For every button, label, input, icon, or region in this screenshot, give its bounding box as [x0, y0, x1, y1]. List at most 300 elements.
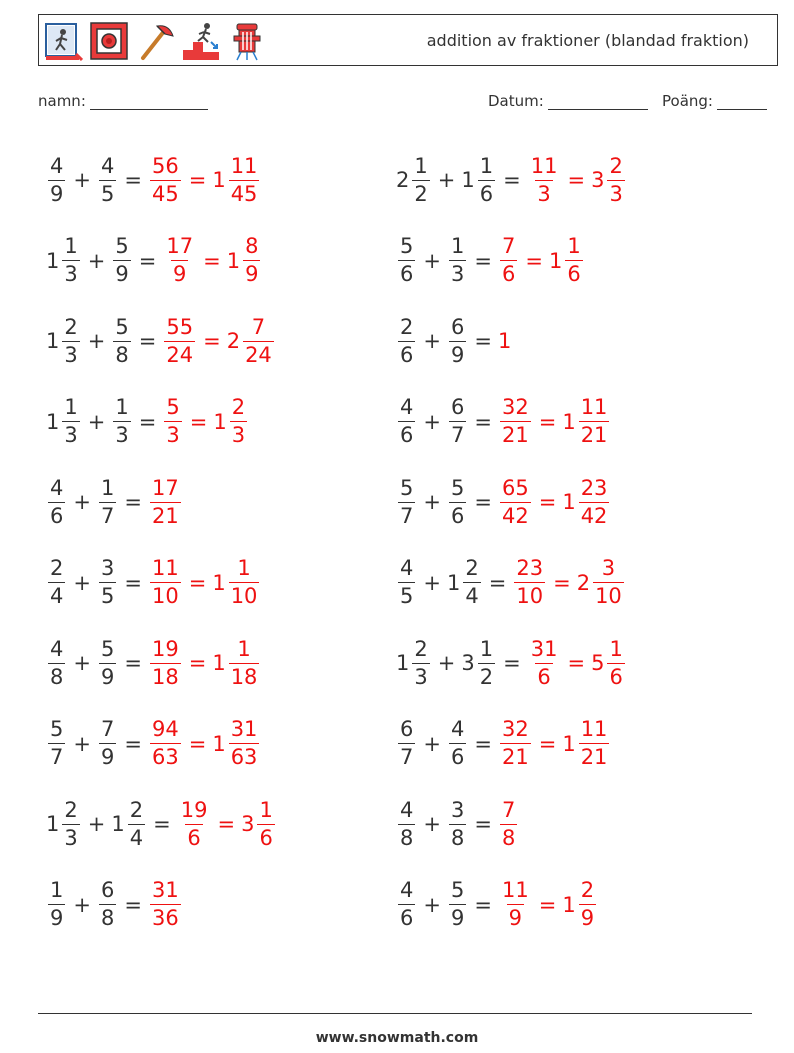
denominator: 42 [501, 503, 529, 528]
answer-equals-sign: = [217, 812, 236, 836]
mixed-number [591, 636, 627, 689]
fraction [113, 236, 130, 285]
addend-1 [396, 636, 432, 689]
equals-sign: = [474, 329, 492, 353]
numerator: 2 [129, 797, 144, 822]
numerator: 1 [64, 395, 78, 419]
equals-sign: = [138, 248, 157, 273]
whole-part: 1 [46, 409, 60, 434]
whole-part: 1 [562, 490, 576, 514]
score-field [662, 92, 767, 110]
numerator: 8 [245, 234, 259, 258]
numerator: 3 [450, 797, 465, 822]
numerator: 7 [100, 717, 115, 741]
answer-equals-sign: = [203, 329, 221, 353]
numerator: 4 [50, 153, 64, 178]
fraction [412, 153, 429, 206]
addend-2 [461, 153, 497, 206]
denominator: 6 [567, 262, 581, 286]
addend-1 [46, 153, 67, 206]
whole-part: 2 [396, 168, 410, 192]
denominator: 45 [230, 181, 258, 206]
answer-equals-sign: = [538, 409, 557, 434]
addend-1 [46, 558, 67, 607]
fraction [398, 558, 415, 607]
denominator: 7 [50, 745, 64, 769]
addend-1 [46, 636, 67, 689]
fraction [449, 719, 466, 768]
numerator: 3 [601, 556, 616, 580]
denominator: 5 [100, 181, 115, 206]
whole-part: 1 [212, 570, 226, 595]
denominator: 24 [166, 342, 194, 367]
denominator: 10 [595, 584, 622, 608]
numerator: 4 [100, 153, 115, 178]
fraction [593, 558, 624, 607]
addend-1 [396, 719, 417, 768]
denominator: 3 [166, 423, 180, 447]
numerator: 11 [580, 717, 608, 741]
denominator: 6 [501, 262, 516, 286]
problem-5 [46, 309, 276, 373]
whole-part: 1 [46, 329, 60, 353]
improper-fraction [150, 558, 181, 607]
fraction [99, 153, 116, 206]
whole-part: 1 [226, 248, 241, 273]
numerator: 11 [580, 395, 608, 419]
improper-fraction [529, 636, 560, 689]
mixed-number [212, 719, 261, 768]
mixed-number [227, 236, 263, 285]
fraction [128, 797, 145, 850]
improper-fraction [500, 880, 531, 929]
denominator: 18 [151, 664, 179, 689]
denominator: 8 [115, 342, 129, 367]
addend-1 [46, 719, 67, 768]
numerator: 5 [400, 234, 414, 258]
fraction [478, 636, 495, 689]
answer [498, 475, 611, 528]
numerator: 2 [465, 556, 479, 580]
denominator: 9 [245, 262, 259, 286]
problem-2 [396, 148, 627, 212]
addend-1 [396, 397, 417, 446]
fraction [398, 719, 415, 768]
problem-3 [46, 229, 262, 293]
numerator: 7 [501, 234, 516, 258]
denominator: 3 [64, 825, 78, 850]
mixed-number [212, 153, 261, 206]
denominator: 6 [259, 825, 273, 850]
answer-equals-sign: = [188, 651, 207, 675]
numerator: 4 [400, 556, 414, 580]
fraction [565, 236, 582, 285]
fraction [229, 636, 260, 689]
numerator: 2 [609, 153, 623, 178]
equals-sign: = [124, 570, 142, 595]
fraction [257, 797, 274, 850]
problem-10 [396, 470, 611, 534]
problem-18 [396, 792, 519, 856]
denominator: 21 [580, 423, 608, 447]
fraction [113, 397, 130, 446]
fraction [398, 236, 415, 285]
fraction [48, 880, 65, 929]
problem-4 [396, 229, 585, 293]
denominator: 9 [580, 906, 595, 930]
equals-sign: = [124, 490, 142, 514]
denominator: 8 [450, 825, 465, 850]
numerator: 31 [230, 717, 258, 741]
numerator: 2 [400, 314, 414, 339]
fraction [229, 558, 260, 607]
improper-fraction [150, 636, 181, 689]
denominator: 7 [400, 503, 414, 528]
addend-1 [396, 153, 432, 206]
denominator: 3 [64, 262, 78, 286]
addend-2 [97, 719, 118, 768]
denominator: 9 [50, 906, 64, 930]
improper-fraction [500, 236, 517, 285]
numerator: 1 [50, 878, 64, 902]
denominator: 7 [100, 503, 115, 528]
plus-sign: + [87, 409, 106, 434]
numerator: 31 [530, 636, 558, 661]
equals-sign: = [503, 168, 521, 192]
whole-part: 3 [591, 168, 605, 192]
numerator: 11 [230, 153, 258, 178]
plus-sign: + [73, 892, 91, 917]
mixed-number [213, 397, 249, 446]
problem-12 [396, 551, 626, 615]
improper-fraction [529, 153, 560, 206]
mixed-number [226, 314, 276, 367]
footer-divider [38, 1013, 752, 1014]
addend-1 [396, 797, 417, 850]
denominator: 10 [151, 584, 179, 608]
whole-part: 1 [446, 570, 461, 595]
score-blank[interactable] [717, 94, 767, 110]
improper-fraction [500, 797, 517, 850]
plus-sign: + [87, 812, 106, 836]
whole-part: 1 [213, 409, 227, 434]
fraction [230, 397, 247, 446]
denominator: 21 [151, 503, 179, 528]
denominator: 18 [230, 664, 258, 689]
fraction [62, 397, 79, 446]
numerator: 1 [115, 395, 129, 419]
fraction [398, 314, 415, 367]
addend-2 [97, 153, 118, 206]
fraction [62, 797, 79, 850]
denominator: 3 [231, 423, 246, 447]
numerator: 1 [100, 475, 115, 500]
plus-sign: + [73, 490, 91, 514]
plus-sign: + [73, 570, 91, 595]
fraction [449, 236, 466, 285]
fraction [99, 636, 116, 689]
plus-sign: + [423, 248, 441, 273]
whole-part: 1 [212, 731, 226, 756]
whole-part: 3 [241, 812, 255, 836]
numerator: 4 [50, 475, 64, 500]
denominator: 7 [450, 423, 465, 447]
mixed-number [562, 880, 598, 929]
answer [148, 636, 261, 689]
fraction [398, 880, 415, 929]
mixed-number [577, 558, 626, 607]
addend-2 [447, 236, 468, 285]
numerator: 3 [100, 556, 115, 580]
numerator: 31 [151, 878, 179, 902]
denominator: 8 [400, 825, 414, 850]
whole-part: 1 [562, 731, 576, 756]
date-label: Datum: [488, 92, 544, 110]
answer-equals-sign: = [203, 248, 221, 273]
answer [498, 236, 585, 285]
answer [148, 880, 183, 929]
denominator: 45 [151, 181, 179, 206]
improper-fraction [500, 397, 531, 446]
fraction [113, 314, 130, 367]
fraction [229, 153, 260, 206]
denominator: 8 [100, 906, 115, 930]
answer-equals-sign: = [553, 570, 571, 595]
fraction [99, 880, 116, 929]
numerator: 19 [151, 636, 179, 661]
mixed-number [591, 153, 627, 206]
equals-sign: = [124, 168, 142, 192]
numerator: 2 [64, 314, 78, 339]
whole-part: 1 [46, 812, 60, 836]
numerator: 1 [414, 153, 428, 178]
denominator: 6 [537, 664, 551, 689]
plus-sign: + [437, 651, 456, 675]
addend-1 [46, 236, 82, 285]
answer-equals-sign: = [567, 168, 586, 192]
whole-part: 5 [591, 651, 605, 675]
denominator: 4 [465, 584, 479, 608]
fire-axe-icon [135, 20, 175, 62]
addend-2 [447, 719, 468, 768]
addend-2 [447, 880, 468, 929]
problem-14 [396, 631, 627, 695]
plus-sign: + [73, 651, 91, 675]
addend-1 [46, 475, 67, 528]
mixed-number [562, 475, 611, 528]
numerator: 4 [400, 878, 414, 902]
improper-fraction [150, 719, 181, 768]
improper-fraction [164, 236, 195, 285]
numerator: 56 [151, 153, 179, 178]
fraction [243, 236, 260, 285]
answer [498, 329, 511, 353]
whole-part: 1 [46, 248, 60, 273]
numerator: 2 [50, 556, 64, 580]
denominator: 6 [400, 262, 414, 286]
name-label: namn: [38, 92, 86, 110]
addend-2 [447, 558, 483, 607]
mixed-number [549, 236, 585, 285]
denominator: 36 [151, 906, 179, 930]
exit-door-icon [43, 20, 83, 62]
addend-2 [111, 397, 132, 446]
numerator: 11 [530, 153, 558, 178]
numerator: 11 [151, 556, 179, 580]
fraction [229, 719, 260, 768]
improper-fraction [500, 719, 531, 768]
numerator: 94 [151, 717, 179, 741]
numerator: 1 [609, 636, 623, 661]
fraction [579, 397, 610, 446]
plus-sign: + [73, 731, 91, 756]
answer [527, 636, 627, 689]
denominator: 21 [501, 423, 529, 447]
denominator: 8 [501, 825, 516, 850]
denominator: 42 [580, 503, 608, 528]
denominator: 63 [230, 745, 258, 769]
answer [162, 314, 275, 367]
fire-escape-stairs-icon [181, 20, 221, 62]
denominator: 3 [450, 262, 465, 286]
answer-equals-sign: = [567, 651, 586, 675]
denominator: 3 [537, 181, 551, 206]
plus-sign: + [437, 168, 456, 192]
plus-sign: + [423, 490, 441, 514]
mixed-number [212, 558, 261, 607]
denominator: 6 [187, 825, 201, 850]
plus-sign: + [423, 892, 441, 917]
denominator: 6 [609, 664, 623, 689]
equals-sign: = [474, 731, 492, 756]
numerator: 1 [64, 234, 78, 258]
numerator: 1 [237, 556, 251, 580]
fraction [607, 153, 624, 206]
answer-equals-sign: = [525, 248, 543, 273]
numerator: 1 [479, 153, 494, 178]
denominator: 9 [100, 745, 115, 769]
denominator: 9 [173, 262, 187, 286]
addend-1 [396, 314, 417, 367]
improper-fraction [150, 153, 181, 206]
numerator: 17 [151, 475, 179, 500]
denominator: 3 [64, 342, 78, 367]
whole-part: 2 [226, 329, 241, 353]
numerator: 55 [166, 314, 194, 339]
equals-sign: = [153, 812, 171, 836]
denominator: 6 [450, 503, 465, 528]
equals-sign: = [474, 409, 492, 434]
fire-hydrant-icon [227, 20, 267, 62]
fraction [99, 475, 116, 528]
answer-equals-sign: = [188, 731, 207, 756]
numerator: 4 [400, 797, 414, 822]
header-icons [43, 20, 267, 62]
fraction [398, 397, 415, 446]
fraction [478, 153, 495, 206]
fraction [398, 797, 415, 850]
numerator: 1 [259, 797, 273, 822]
addend-2 [447, 397, 468, 446]
whole-part: 1 [396, 651, 410, 675]
whole-part: 1 [461, 168, 475, 192]
fire-alarm-icon [89, 20, 129, 62]
problem-8 [396, 390, 611, 454]
whole-part: 2 [576, 570, 591, 595]
problem-15 [46, 712, 261, 776]
equals-sign: = [138, 409, 157, 434]
equals-sign: = [124, 892, 142, 917]
fraction [449, 475, 466, 528]
problem-1 [46, 148, 261, 212]
addend-2 [97, 636, 118, 689]
fraction [48, 475, 65, 528]
addend-1 [46, 797, 82, 850]
plus-sign: + [423, 409, 441, 434]
name-field [38, 92, 208, 110]
numerator: 23 [580, 475, 608, 500]
addend-2 [111, 314, 132, 367]
plus-sign: + [87, 248, 106, 273]
denominator: 9 [115, 262, 129, 286]
equals-sign: = [124, 651, 142, 675]
denominator: 10 [516, 584, 544, 608]
denominator: 63 [151, 745, 179, 769]
whole-part: 1 [548, 248, 563, 273]
denominator: 5 [400, 584, 414, 608]
mixed-number [562, 397, 611, 446]
numerator: 7 [251, 314, 266, 339]
answer [148, 475, 183, 528]
mixed-number [212, 636, 261, 689]
numerator: 32 [501, 717, 529, 741]
improper-fraction [179, 797, 210, 850]
numerator: 6 [450, 314, 465, 339]
date-blank[interactable] [548, 94, 648, 110]
fraction [449, 880, 466, 929]
improper-fraction [164, 397, 181, 446]
denominator: 6 [450, 745, 465, 769]
fraction [99, 719, 116, 768]
numerator: 7 [501, 797, 516, 822]
denominator: 24 [245, 342, 272, 367]
denominator: 21 [501, 745, 529, 769]
name-blank[interactable] [90, 94, 208, 110]
denominator: 5 [100, 584, 115, 608]
fraction [99, 558, 116, 607]
equals-sign: = [488, 570, 507, 595]
whole-part: 1 [212, 168, 226, 192]
denominator: 3 [414, 664, 428, 689]
numerator: 2 [64, 797, 78, 822]
whole-part: 1 [111, 812, 125, 836]
addend-2 [447, 475, 468, 528]
addend-2 [97, 475, 118, 528]
numerator: 1 [450, 234, 465, 258]
denominator: 2 [479, 664, 494, 689]
problem-19 [46, 873, 183, 937]
answer-equals-sign: = [538, 731, 557, 756]
answer [498, 397, 611, 446]
improper-fraction [514, 558, 545, 607]
numerator: 5 [450, 475, 465, 500]
denominator: 4 [129, 825, 144, 850]
addend-1 [46, 397, 82, 446]
numerator: 32 [501, 395, 529, 419]
problem-9 [46, 470, 183, 534]
numerator: 5 [115, 314, 129, 339]
fraction [412, 636, 429, 689]
